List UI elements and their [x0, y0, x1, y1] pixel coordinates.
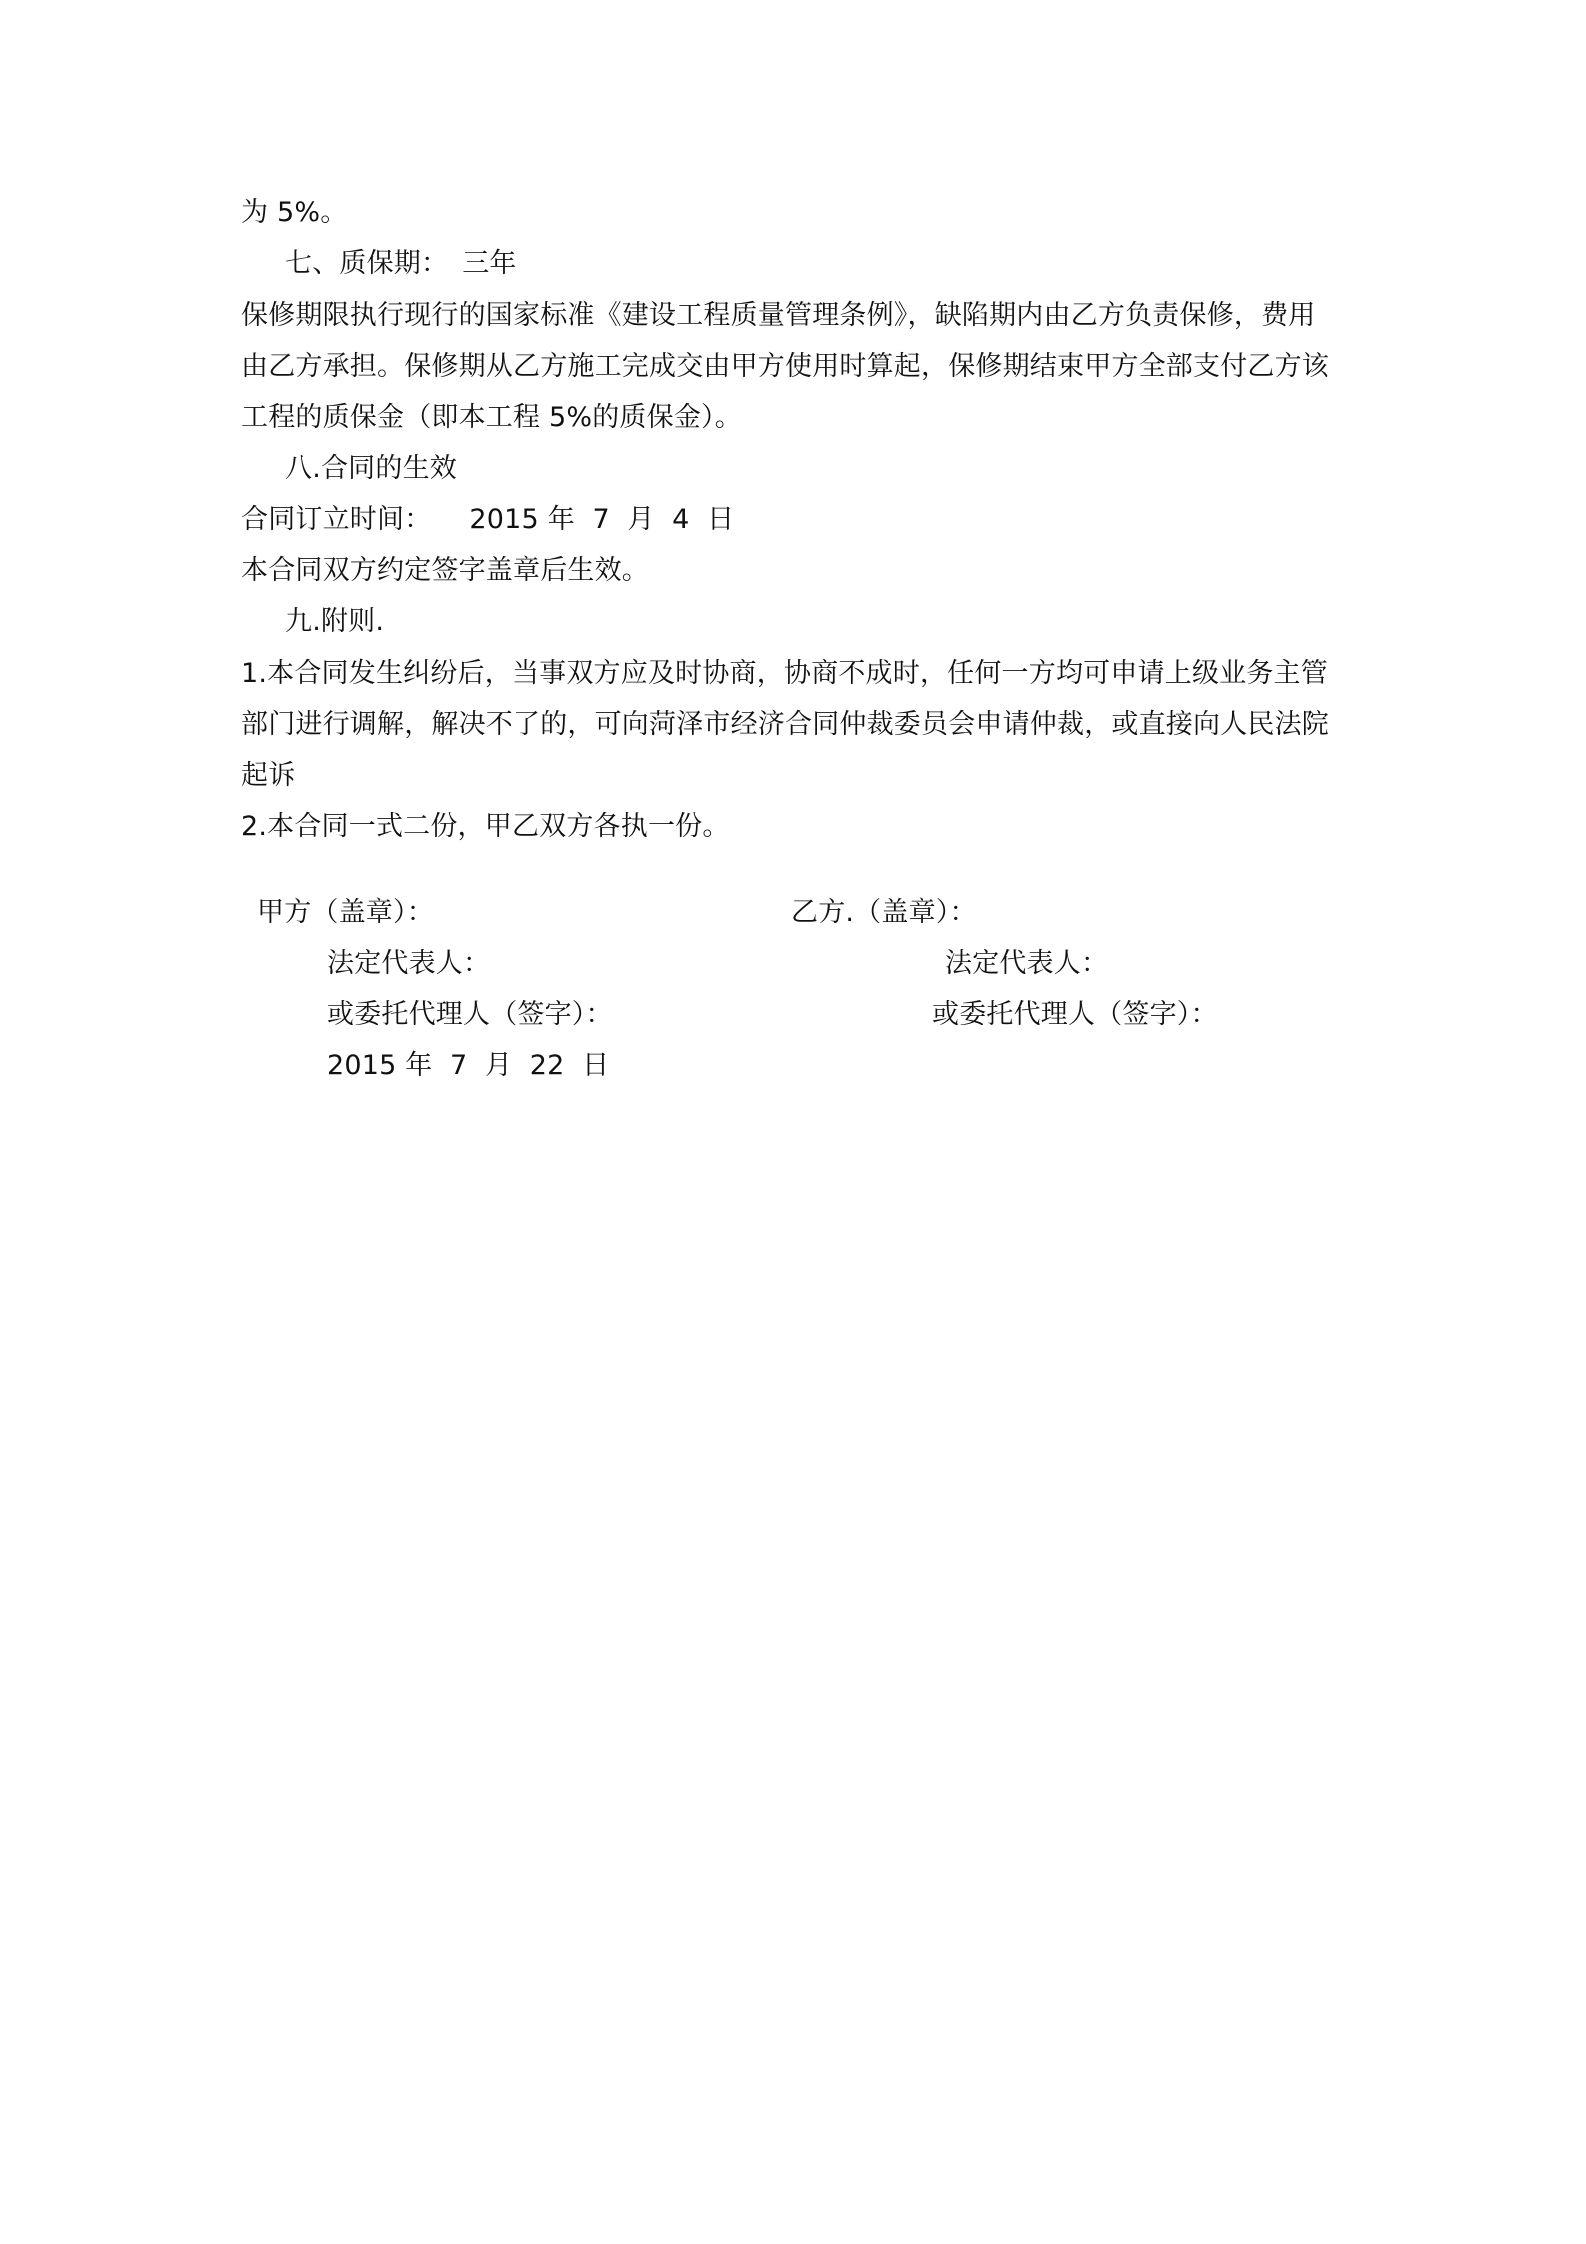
party-b-agent: 或委托代理人（签字）： [932, 999, 1218, 1030]
text-line-10: 1.本合同发生纠纷后，当事双方应及时协商，协商不成时，任何一方均可申请上级业务主管 [241, 658, 1328, 689]
section-7-label: 七、质保期： [285, 248, 449, 279]
party-a-representative: 法定代表人： [327, 948, 491, 979]
section-7-heading [285, 247, 517, 281]
party-a-seal: 甲方（盖章）： [257, 897, 434, 928]
contract-date-line [241, 503, 734, 537]
party-a-agent: 或委托代理人（签字）： [327, 999, 613, 1030]
section-7-value: 三年 [462, 248, 517, 279]
text-line-13: 2.本合同一式二份，甲乙双方各执一份。 [241, 811, 730, 842]
text-line-3: 保修期限执行现行的国家标准《建设工程质量管理条例》，缺陷期内由乙方负责保修，费用 [241, 300, 1316, 331]
text-line-11: 部门进行调解，解决不了的，可向菏泽市经济合同仲裁委员会申请仲裁，或直接向人民法院 [241, 709, 1329, 740]
section-8-heading: 八.合同的生效 [285, 453, 457, 484]
text-line-5: 工程的质保金（即本工程 5%的质保金）。 [241, 402, 742, 433]
text-line-4: 由乙方承担。保修期从乙方施工完成交由甲方使用时算起，保修期结束甲方全部支付乙方该 [241, 351, 1329, 382]
contract-date-value: 2015 年 7 月 4 日 [469, 504, 735, 535]
contract-date-label: 合同订立时间： [241, 504, 432, 535]
text-line-8: 本合同双方约定签字盖章后生效。 [241, 555, 649, 586]
section-9-heading: 九.附则. [285, 606, 385, 637]
party-b-representative: 法定代表人： [945, 948, 1109, 979]
party-a-sign-date: 2015 年 7 月 22 日 [327, 1050, 610, 1081]
party-b-seal: 乙方.（盖章）： [791, 897, 977, 928]
text-line-1: 为 5%。 [241, 197, 348, 228]
text-line-12: 起诉 [241, 760, 296, 791]
